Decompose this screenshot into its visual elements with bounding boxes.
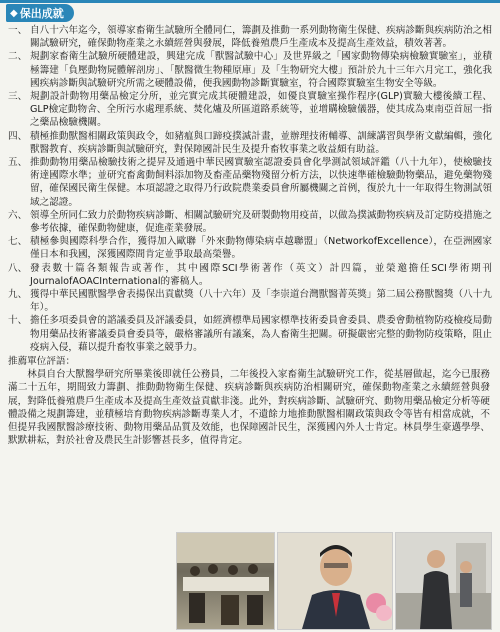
item-text: 獲得中華民國獸醫學會表揚保出貢獻獎（八十六年）及「李崇道台灣獸醫菁英獎」第二屆公務獸醫獎（八十九年）。 [30, 289, 492, 314]
item-number: 四、 [8, 130, 28, 142]
item-number: 八、 [8, 262, 28, 274]
item-text: 積極推動獸醫相關政策與政令，如豬瘟與口蹄疫撲滅計畫，並辦理技術輔導、訓練講習與學術文獻編輯，強化獸醫教育、疾病診斷與試驗研究，對保障國計民生及提升畜牧事業之收益頗有助益。 [30, 130, 492, 155]
achievements-content [8, 24, 492, 448]
bullet-icon: ◆ [10, 7, 18, 19]
item-number: 十、 [8, 315, 28, 327]
achievement-item [8, 90, 492, 130]
section-badge [6, 4, 74, 22]
item-text: 發表數十篇各類報告或著作，其中國際SCI學術著作（英文）計四篇，並榮邀擔任SCI學術期刊JournalofAOACInternational的審稿人。 [30, 262, 492, 287]
item-number: 二、 [8, 51, 28, 63]
walking-photo-image [396, 533, 492, 629]
item-number: 九、 [8, 289, 28, 301]
top-rule [0, 0, 500, 3]
walking-photo [395, 532, 492, 630]
meeting-photo-image [177, 533, 275, 629]
section-title: 保出成就 [19, 7, 64, 20]
meeting-photo [176, 532, 275, 630]
item-text: 擔任多項委員會的諮議委員及評議委員，如經濟標準局國家標準技術委員會委員、農委會動植物防疫檢疫局動物用藥品技術審議委員會委員等，嚴格審議所有議案，為人畜衛生把關。研擬嚴密完整的動物防疫策略，阻止疫病入侵，藉以提升畜牧事業之競爭力。 [30, 315, 492, 353]
achievement-item [8, 130, 492, 156]
portrait-photo-image [278, 533, 394, 629]
item-text: 規劃家畜衛生試驗所硬體建設，興建完成「獸醫試驗中心」及世界級之「國家動物傳染病檢驗實驗室」，並積極籌建「負壓動物屍體解剖房」、「獸醫微生物種原庫」及「生物研究大樓」預計於九十三年六月完工，強化我國疾病診斷與試驗研究所需之硬體設備，便我國動物診斷實驗室，符合國際實驗室生物安全等級。 [30, 51, 492, 89]
photo-strip [176, 532, 492, 628]
achievement-item [8, 156, 492, 209]
evaluation-title: 推薦單位評語： [8, 356, 76, 368]
item-number: 三、 [8, 91, 28, 103]
item-number: 七、 [8, 236, 28, 248]
item-text: 自八十六年迄今，領導家畜衛生試驗所全體同仁，籌劃及推動一系列動物衛生保健、疾病診斷與疾病防治之相關試驗研究，確保動物產業之永續經營與發展，降低養殖農戶生產成本及提高生產效益，積效著著。 [30, 25, 492, 50]
portrait-photo [277, 532, 394, 630]
item-number: 五、 [8, 157, 28, 169]
item-text: 推動動物用藥品檢驗技術之提昇及通過中華民國實驗室認證委員會化學測試領域評鑑（八十九年），使檢驗技術達國際水準；並研究畜禽動飼料添加物及畜產品藥物殘留分析方法，以快速準確檢驗動物藥品，避免藥物殘留，確保國民衛生保健。本項認證之取得乃行政院農業委員會所屬機關之首例，復於九十一年取得生物測試領域之認證。 [30, 157, 492, 208]
achievement-item [8, 262, 492, 288]
section-header [6, 4, 74, 22]
achievement-item [8, 314, 492, 354]
achievement-item [8, 288, 492, 314]
evaluation-body: 林員自台大獸醫學研究所畢業後即就任公務員，二年後投入家畜衛生試驗研究工作，從基層做起，迄今已服務滿二十五年，期間致力籌劃、推動動物衛生保健、疾病診斷與疾病防治相關研究，確保動物產業之永續經營與發展，對降低養殖農戶生產成本及提高生產效益貢獻非淺。此外，對疾病診斷、試驗研究、動物用藥品檢定分析等硬體設備之規劃籌建，並積極培育動物疾病診斷專業人才，不遺餘力地推動獸醫相關政策與政令等皆有相當成就，不但提昇我國獸醫診療技術、動物用藥品品質及效能，也保障國計民生，深獲國內外人士肯定。林員學生豪邁學學、默默耕耘，對於社會及農民生計影響甚長多，值得肯定。 [8, 369, 490, 447]
item-text: 領導全所同仁致力於動物疾病診斷、相關試驗研究及研製動物用疫苗，以做為撲滅動物疾病及訂定防疫措施之參考依據，確保動物健康，促進產業發展。 [30, 209, 492, 235]
item-text: 規劃設計動物用藥品檢定分所，並完實完成其硬體建設，如優良實驗室操作程序(GLP)實驗大樓後續工程、GLP檢定動物舍、全所污水處理系統、焚化爐及所區道路系統等，並增購檢驗儀器，使其成為東南亞首屈一指之藥品檢驗機關。 [30, 91, 492, 129]
achievement-item [8, 24, 492, 50]
item-number: 一、 [8, 25, 28, 36]
achievement-item [8, 209, 492, 235]
item-number: 六、 [8, 209, 28, 221]
achievement-item [8, 235, 492, 261]
achievement-item [8, 50, 492, 90]
item-text: 積極參與國際科學合作，獲得加入歐聯「外來動物傳染病卓越聯盟」（NetworkofExcellence），在亞洲國家僅日本和我國，深獲國際間肯定並爭取最高榮譽。 [30, 236, 492, 261]
